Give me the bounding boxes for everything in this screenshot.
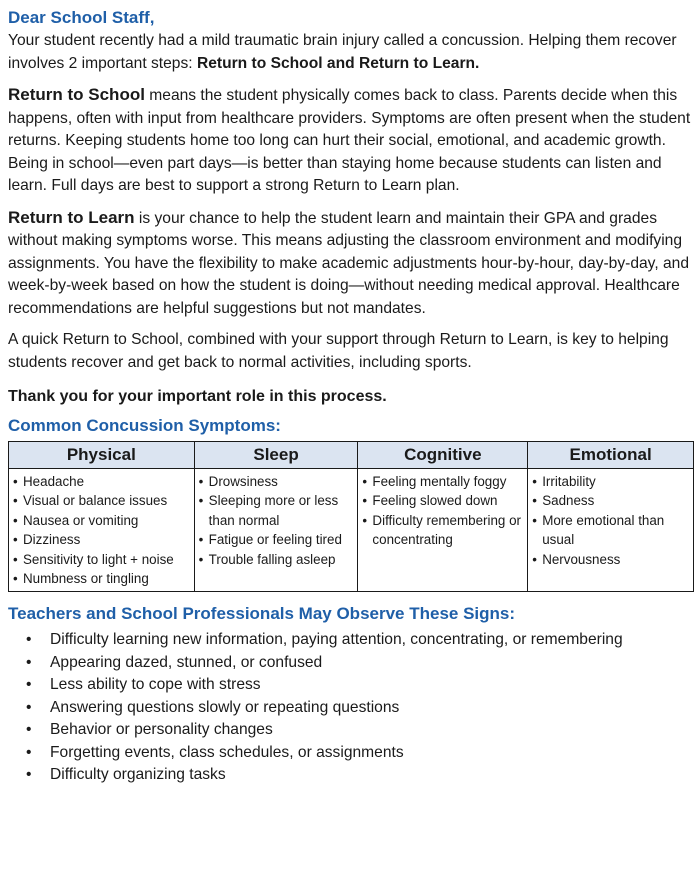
symptoms-header-cognitive: Cognitive xyxy=(358,442,528,469)
symptom-item: • Trouble falling asleep xyxy=(199,550,354,569)
return-to-learn-text: is your chance to help the student learn and maintain their GPA and grades without making symptoms worse. This means adjusting the classroom environment and modifying assignments. You have the flexibility to make academic adjustments hour-by-hour, day-by-day, and week-by-week based on how the student is doing—without needing medical approval. Healthcare recommendations are helpful suggestions but not mandates. xyxy=(8,209,690,317)
intro-paragraph xyxy=(8,30,692,75)
sign-item: • Difficulty organizing tasks xyxy=(26,764,692,787)
sign-item: • Answering questions slowly or repeating questions xyxy=(26,697,692,720)
symptoms-heading: Common Concussion Symptoms: xyxy=(8,416,281,435)
return-to-school-paragraph xyxy=(8,84,692,198)
sign-item: • Difficulty learning new information, paying attention, concentrating, or remembering xyxy=(26,629,692,652)
symptom-item: • Feeling slowed down xyxy=(362,491,523,510)
symptom-item: • Nausea or vomiting xyxy=(13,511,190,530)
symptoms-table xyxy=(8,441,694,592)
symptoms-cell-emotional xyxy=(528,469,694,592)
symptom-item: • Difficulty remembering or concentrating xyxy=(362,511,523,550)
symptoms-header-physical: Physical xyxy=(9,442,195,469)
symptom-item: • Fatigue or feeling tired xyxy=(199,530,354,549)
closing-paragraph: A quick Return to School, combined with your support through Return to Learn, is key to helping students recover and get back to normal activities, including sports. xyxy=(8,331,669,371)
symptom-item: • Feeling mentally foggy xyxy=(362,472,523,491)
sign-item: • Appearing dazed, stunned, or confused xyxy=(26,652,692,675)
symptom-item: • Sleeping more or less than normal xyxy=(199,491,354,530)
intro-strong: Return to School and Return to Learn. xyxy=(196,54,480,72)
symptom-item: • Numbness or tingling xyxy=(13,569,190,588)
greeting: Dear School Staff, xyxy=(8,8,155,27)
symptom-item: • More emotional than usual xyxy=(532,511,689,550)
symptoms-cell-sleep xyxy=(194,469,358,592)
sign-item: • Forgetting events, class schedules, or assignments xyxy=(26,742,692,765)
symptom-item: • Sensitivity to light + noise xyxy=(13,550,190,569)
symptom-item: • Dizziness xyxy=(13,530,190,549)
symptom-item: • Irritability xyxy=(532,472,689,491)
symptoms-cell-physical xyxy=(9,469,195,592)
symptom-item: • Sadness xyxy=(532,491,689,510)
sign-item: • Less ability to cope with stress xyxy=(26,674,692,697)
thanks-line: Thank you for your important role in this process. xyxy=(8,388,387,405)
symptom-item: • Drowsiness xyxy=(199,472,354,491)
symptoms-cell-cognitive xyxy=(358,469,528,592)
return-to-school-text: means the student physically comes back to class. Parents decide when this happens, often with input from healthcare providers. Symptoms are often present when the student returns. Keeping students home too long can hurt their social, emotional, and academic growth. Being in school—even part days—is better than staying home because students can listen and learn. Full days are best to support a strong Return to Learn plan. xyxy=(8,87,691,194)
symptom-item: • Visual or balance issues xyxy=(13,491,190,510)
return-to-learn-lead: Return to Learn xyxy=(8,207,135,227)
symptom-item: • Headache xyxy=(13,472,190,491)
return-to-learn-paragraph xyxy=(8,207,692,321)
return-to-school-lead: Return to School xyxy=(8,85,145,104)
symptom-item: • Nervousness xyxy=(532,550,689,569)
signs-heading: Teachers and School Professionals May Observe These Signs: xyxy=(8,604,516,624)
intro-text: Your student recently had a mild traumatic brain injury called a concussion. Helping them recover involves 2 important steps: xyxy=(8,32,677,72)
symptoms-header-sleep: Sleep xyxy=(194,442,358,469)
signs-list xyxy=(8,629,692,787)
symptoms-header-emotional: Emotional xyxy=(528,442,694,469)
sign-item: • Behavior or personality changes xyxy=(26,719,692,742)
